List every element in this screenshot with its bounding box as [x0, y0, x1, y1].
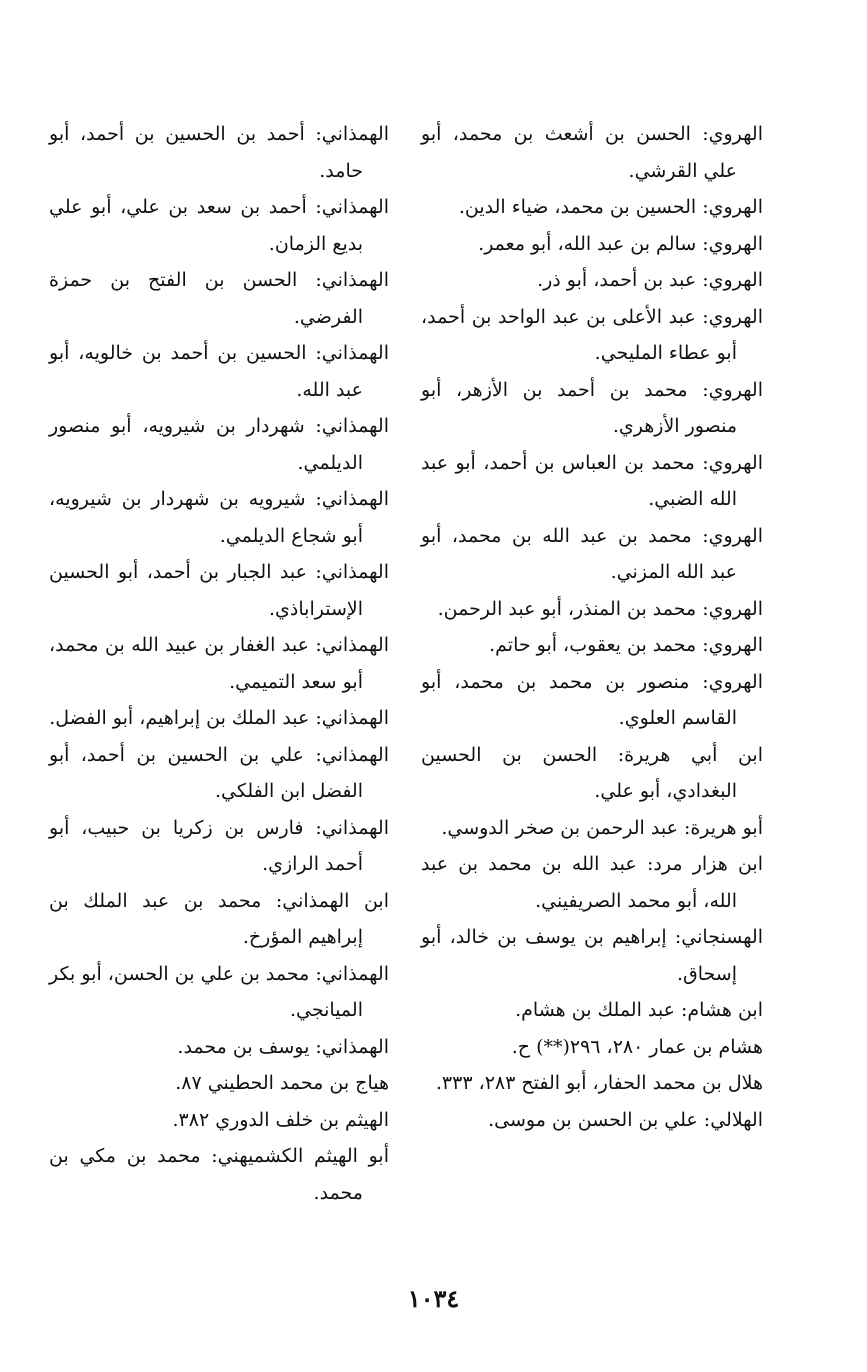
index-entry: الهمذاني: علي بن الحسين بن أحمد، أبو الفضل ابن الفلكي.: [49, 743, 389, 802]
index-entry: ابن الهمذاني: محمد بن عبد الملك بن إبراهيم المؤرخ.: [49, 889, 389, 948]
index-entry: الهروي: محمد بن العباس بن أحمد، أبو عبد الله الضبي.: [421, 451, 763, 510]
index-entry: الهيثم بن خلف الدوري ٣٨٢.: [172, 1108, 389, 1131]
index-entry: الهمذاني: أحمد بن الحسين بن أحمد، أبو حامد.: [49, 123, 389, 182]
index-entry: أبو الهيثم الكشميهني: محمد بن مكي بن محمد.: [49, 1145, 389, 1204]
index-entry: الهمذاني: أحمد بن سعد بن علي، أبو علي بديع الزمان.: [49, 196, 389, 255]
index-entry: الهمذاني: عبد الملك بن إبراهيم، أبو الفضل.: [49, 707, 389, 729]
index-entry: الهروي: منصور بن محمد بن محمد، أبو القاسم العلوي.: [421, 670, 763, 729]
index-entry: أبو هريرة: عبد الرحمن بن صخر الدوسي.: [441, 816, 763, 839]
index-entry: ابن هزار مرد: عبد الله بن محمد بن عبد الله، أبو محمد الصريفيني.: [421, 853, 763, 912]
index-entry: الهمذاني: يوسف بن محمد.: [177, 1035, 389, 1058]
index-entry: الهروي: الحسن بن أشعث بن محمد، أبو علي القرشي.: [421, 123, 763, 182]
index-entry: الهروي: عبد الأعلى بن عبد الواحد بن أحمد، أبو عطاء المليحي.: [421, 305, 763, 364]
index-entry: الهلالي: علي بن الحسن بن موسى.: [488, 1108, 763, 1131]
index-entry: هياج بن محمد الحطيني ٨٧.: [175, 1072, 389, 1094]
index-entry: الهروي: الحسين بن محمد، ضياء الدين.: [458, 196, 763, 218]
index-entry: الهمذاني: الحسن بن الفتح بن حمزة الفرضي.: [49, 269, 389, 328]
index-entry: الهمذاني: الحسين بن أحمد بن خالويه، أبو عبد الله.: [49, 342, 389, 401]
index-entry: الهمذاني: عبد الغفار بن عبيد الله بن محمد، أبو سعد التميمي.: [49, 634, 389, 693]
index-entry: ابن هشام: عبد الملك بن هشام.: [515, 999, 763, 1021]
index-entry: ابن أبي هريرة: الحسن بن الحسين البغدادي، أبو علي.: [421, 743, 763, 802]
index-entry: الهروي: محمد بن أحمد بن الأزهر، أبو منصور الأزهري.: [421, 378, 763, 437]
index-entry: الهروي: محمد بن عبد الله بن محمد، أبو عبد الله المزني.: [421, 524, 763, 583]
index-column-left: [49, 116, 389, 1211]
index-entry: هشام بن عمار ٢٨٠، ٢٩٦(**) ح.: [511, 1035, 763, 1058]
index-entry: الهروي: محمد بن يعقوب، أبو حاتم.: [489, 634, 763, 656]
index-entry: الهروي: سالم بن عبد الله، أبو معمر.: [478, 232, 763, 255]
index-column-right: [421, 116, 763, 1138]
index-entry: الهمذاني: شهردار بن شيرويه، أبو منصور الديلمي.: [49, 415, 389, 474]
index-entry: الهسنجاني: إبراهيم بن يوسف بن خالد، أبو إسحاق.: [421, 926, 763, 985]
index-entry: الهروي: محمد بن المنذر، أبو عبد الرحمن.: [437, 597, 763, 620]
page-number: ١٠٣٤: [407, 1284, 460, 1313]
index-entry: الهروي: عبد بن أحمد، أبو ذر.: [537, 269, 763, 291]
index-entry: الهمذاني: شيرويه بن شهردار بن شيرويه، أبو شجاع الديلمي.: [49, 488, 389, 547]
index-entry: الهمذاني: محمد بن علي بن الحسن، أبو بكر الميانجي.: [49, 962, 389, 1021]
index-entry: هلال بن محمد الحفار، أبو الفتح ٢٨٣، ٣٣٣.: [435, 1072, 763, 1094]
index-entry: الهمذاني: فارس بن زكريا بن حبيب، أبو أحمد الرازي.: [49, 816, 389, 875]
index-entry: الهمذاني: عبد الجبار بن أحمد، أبو الحسين الإستراباذي.: [49, 561, 389, 620]
